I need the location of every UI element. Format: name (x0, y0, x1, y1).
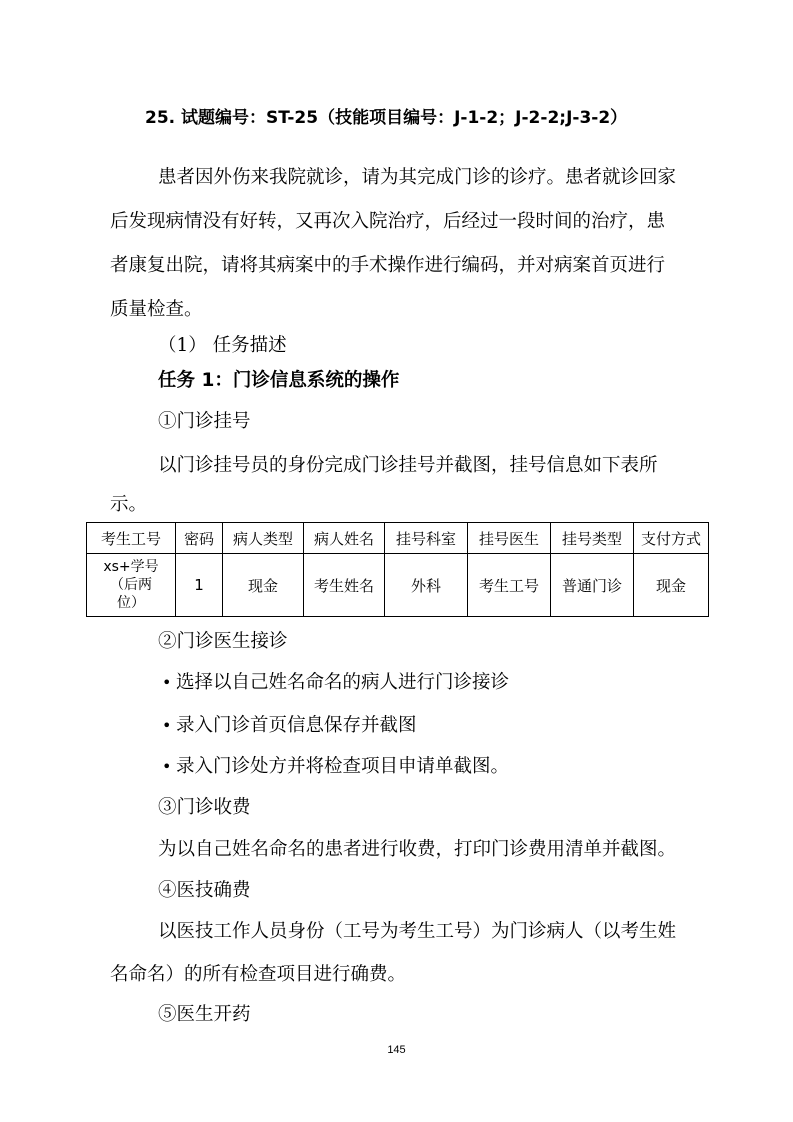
table-header-cell: 密码 (176, 523, 223, 554)
table-cell: 现金 (634, 554, 709, 617)
table-cell: 1 (176, 554, 223, 617)
list-item (162, 752, 509, 778)
step1-text-cont: 示。 (110, 494, 148, 515)
step1-text: 以门诊挂号员的身份完成门诊挂号并截图，挂号信息如下表所 (158, 455, 658, 476)
table-header-cell: 挂号医生 (468, 523, 551, 554)
step4-heading: ④医技确费 (158, 880, 251, 901)
table-cell: 现金 (223, 554, 304, 617)
list-item (162, 668, 509, 694)
list-item-text: 录入门诊处方并将检查项目申请单截图。 (176, 756, 510, 777)
bullet-icon (162, 756, 176, 777)
table-header-cell: 挂号科室 (385, 523, 468, 554)
table-header-cell: 考生工号 (87, 523, 176, 554)
intro-line: 后发现病情没有好转，又再次入院治疗，后经过一段时间的治疗，患 (110, 211, 666, 232)
step4-text: 以医技工作人员身份（工号为考生工号）为门诊病人（以考生姓 (158, 921, 677, 942)
table-cell: 普通门诊 (551, 554, 634, 617)
step4-text-cont: 名命名）的所有检查项目进行确费。 (110, 964, 407, 985)
table-cell: 外科 (385, 554, 468, 617)
table-row (87, 554, 709, 617)
task-heading: 任务 1：门诊信息系统的操作 (158, 370, 400, 391)
table-header-cell: 挂号类型 (551, 523, 634, 554)
section-heading: （1） 任务描述 (158, 335, 287, 356)
list-item-text: 选择以自己姓名命名的病人进行门诊接诊 (176, 672, 510, 693)
list-item-text: 录入门诊首页信息保存并截图 (176, 715, 417, 736)
step3-text: 为以自己姓名命名的患者进行收费，打印门诊费用清单并截图。 (158, 839, 677, 860)
cell-line: xs+学号 (103, 559, 159, 575)
intro-line: 患者因外伤来我院就诊，请为其完成门诊的诊疗。患者就诊回家 (158, 167, 677, 188)
table-header-row (87, 523, 709, 554)
intro-line: 者康复出院，请将其病案中的手术操作进行编码，并对病案首页进行 (110, 255, 666, 276)
step1-heading: ①门诊挂号 (158, 411, 251, 432)
page-number: 145 (387, 1044, 406, 1056)
bullet-icon (162, 672, 176, 693)
table-header-cell: 病人类型 (223, 523, 304, 554)
intro-line: 质量检查。 (110, 299, 203, 320)
intro-paragraph (110, 156, 690, 332)
table-header-cell: 病人姓名 (304, 523, 385, 554)
step3-heading: ③门诊收费 (158, 797, 251, 818)
table-cell (87, 554, 176, 617)
table-cell: 考生姓名 (304, 554, 385, 617)
step2-heading: ②门诊医生接诊 (158, 631, 288, 652)
step5-heading: ⑤医生开药 (158, 1004, 251, 1025)
cell-line: （后两 (110, 577, 152, 593)
list-item (162, 711, 417, 737)
question-title: 25. 试题编号：ST-25（技能项目编号：J-1-2；J-2-2;J-3-2） (145, 108, 628, 128)
table-cell: 考生工号 (468, 554, 551, 617)
cell-line: 位） (117, 595, 145, 611)
registration-table (86, 522, 709, 617)
bullet-icon (162, 715, 176, 736)
table-header-cell: 支付方式 (634, 523, 709, 554)
